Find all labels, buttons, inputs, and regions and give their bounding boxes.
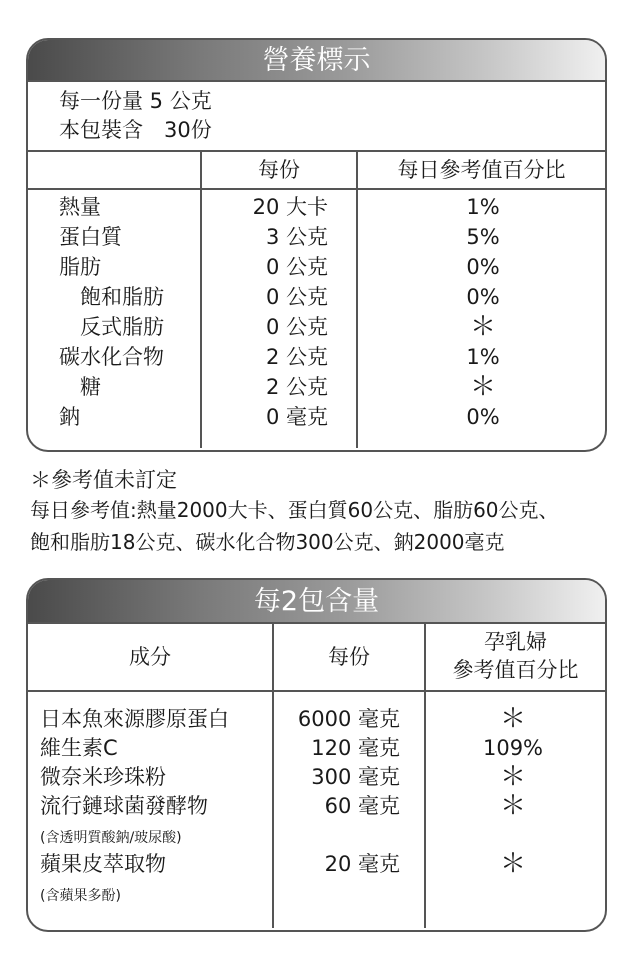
content-panel — [26, 578, 607, 932]
nutrient-daily-percent: 5% — [466, 225, 500, 249]
nutrient-daily-percent: ＊ — [469, 372, 496, 402]
daily-reference-line-1: 每日參考值:熱量2000大卡、蛋白質60公克、脂肪60公克、 — [30, 498, 559, 522]
nutrient-name: 蛋白質 — [59, 225, 122, 249]
ingredient-name: 流行鏈球菌發酵物 — [40, 794, 208, 818]
content-title: 每2包含量 — [28, 580, 605, 622]
ingredient-amount: 60 毫克 — [324, 794, 400, 818]
ingredient-amount: 20 毫克 — [324, 852, 400, 876]
nutrition-facts-panel — [26, 38, 607, 452]
nutrient-daily-percent: 0% — [466, 255, 500, 279]
divider — [28, 188, 605, 190]
nutrient-amount: 3 公克 — [265, 225, 328, 249]
column-divider — [356, 150, 358, 448]
nutrient-amount: 0 公克 — [265, 255, 328, 279]
ingredient-name: 日本魚來源膠原蛋白 — [40, 707, 229, 731]
header-per-serving: 每份 — [328, 645, 370, 669]
header-daily-value: 每日參考值百分比 — [397, 158, 566, 182]
nutrient-amount: 0 公克 — [265, 285, 328, 309]
divider — [28, 80, 605, 82]
servings-per-package: 本包裝含 30份 — [59, 118, 212, 142]
nutrient-name: 糖 — [59, 375, 101, 399]
ingredient-amount: 120 毫克 — [311, 736, 400, 760]
ingredient-reference-percent: 109% — [482, 736, 544, 760]
nutrient-name: 反式脂肪 — [59, 315, 164, 339]
header-pregnant-line-1: 孕乳婦 — [484, 630, 547, 654]
header-per-serving: 每份 — [258, 158, 300, 182]
ingredient-reference-percent: ＊ — [499, 704, 526, 734]
divider — [28, 690, 605, 692]
ingredient-reference-percent: ＊ — [499, 762, 526, 792]
daily-reference-line-2: 飽和脂肪18公克、碳水化合物300公克、鈉2000毫克 — [30, 530, 505, 554]
nutrient-amount: 2 公克 — [265, 345, 328, 369]
nutrition-facts-title: 營養標示 — [28, 40, 605, 80]
nutrient-name: 脂肪 — [59, 255, 101, 279]
nutrient-daily-percent: 1% — [466, 195, 500, 219]
nutrient-name: 碳水化合物 — [59, 345, 164, 369]
nutrient-amount: 2 公克 — [265, 375, 328, 399]
serving-size: 每一份量 5 公克 — [59, 89, 212, 113]
asterisk-note: ＊參考值未訂定 — [30, 468, 177, 492]
ingredient-name: 微奈米珍珠粉 — [40, 765, 166, 789]
nutrient-name: 熱量 — [59, 195, 101, 219]
divider — [28, 150, 605, 152]
ingredient-amount: 300 毫克 — [311, 765, 400, 789]
header-pregnant-line-2: 參考值百分比 — [452, 658, 579, 682]
nutrient-daily-percent: 0% — [466, 285, 500, 309]
header-ingredient: 成分 — [129, 645, 171, 669]
ingredient-amount: 6000 毫克 — [297, 707, 400, 731]
nutrient-daily-percent: 1% — [466, 345, 500, 369]
nutrient-daily-percent: 0% — [466, 405, 500, 429]
divider — [28, 622, 605, 624]
ingredient-name: (含透明質酸鈉/玻尿酸) — [40, 830, 182, 846]
ingredient-name: 維生素C — [40, 736, 118, 760]
ingredient-reference-percent: ＊ — [499, 849, 526, 879]
ingredient-name: 蘋果皮萃取物 — [40, 852, 166, 876]
nutrient-name: 飽和脂肪 — [59, 285, 164, 309]
nutrient-name: 鈉 — [59, 405, 80, 429]
nutrient-daily-percent: ＊ — [469, 312, 496, 342]
ingredient-reference-percent: ＊ — [499, 791, 526, 821]
nutrient-amount: 20 大卡 — [252, 195, 328, 219]
nutrient-amount: 0 毫克 — [265, 405, 328, 429]
ingredient-name: (含蘋果多酚) — [40, 888, 121, 904]
nutrient-amount: 0 公克 — [265, 315, 328, 339]
